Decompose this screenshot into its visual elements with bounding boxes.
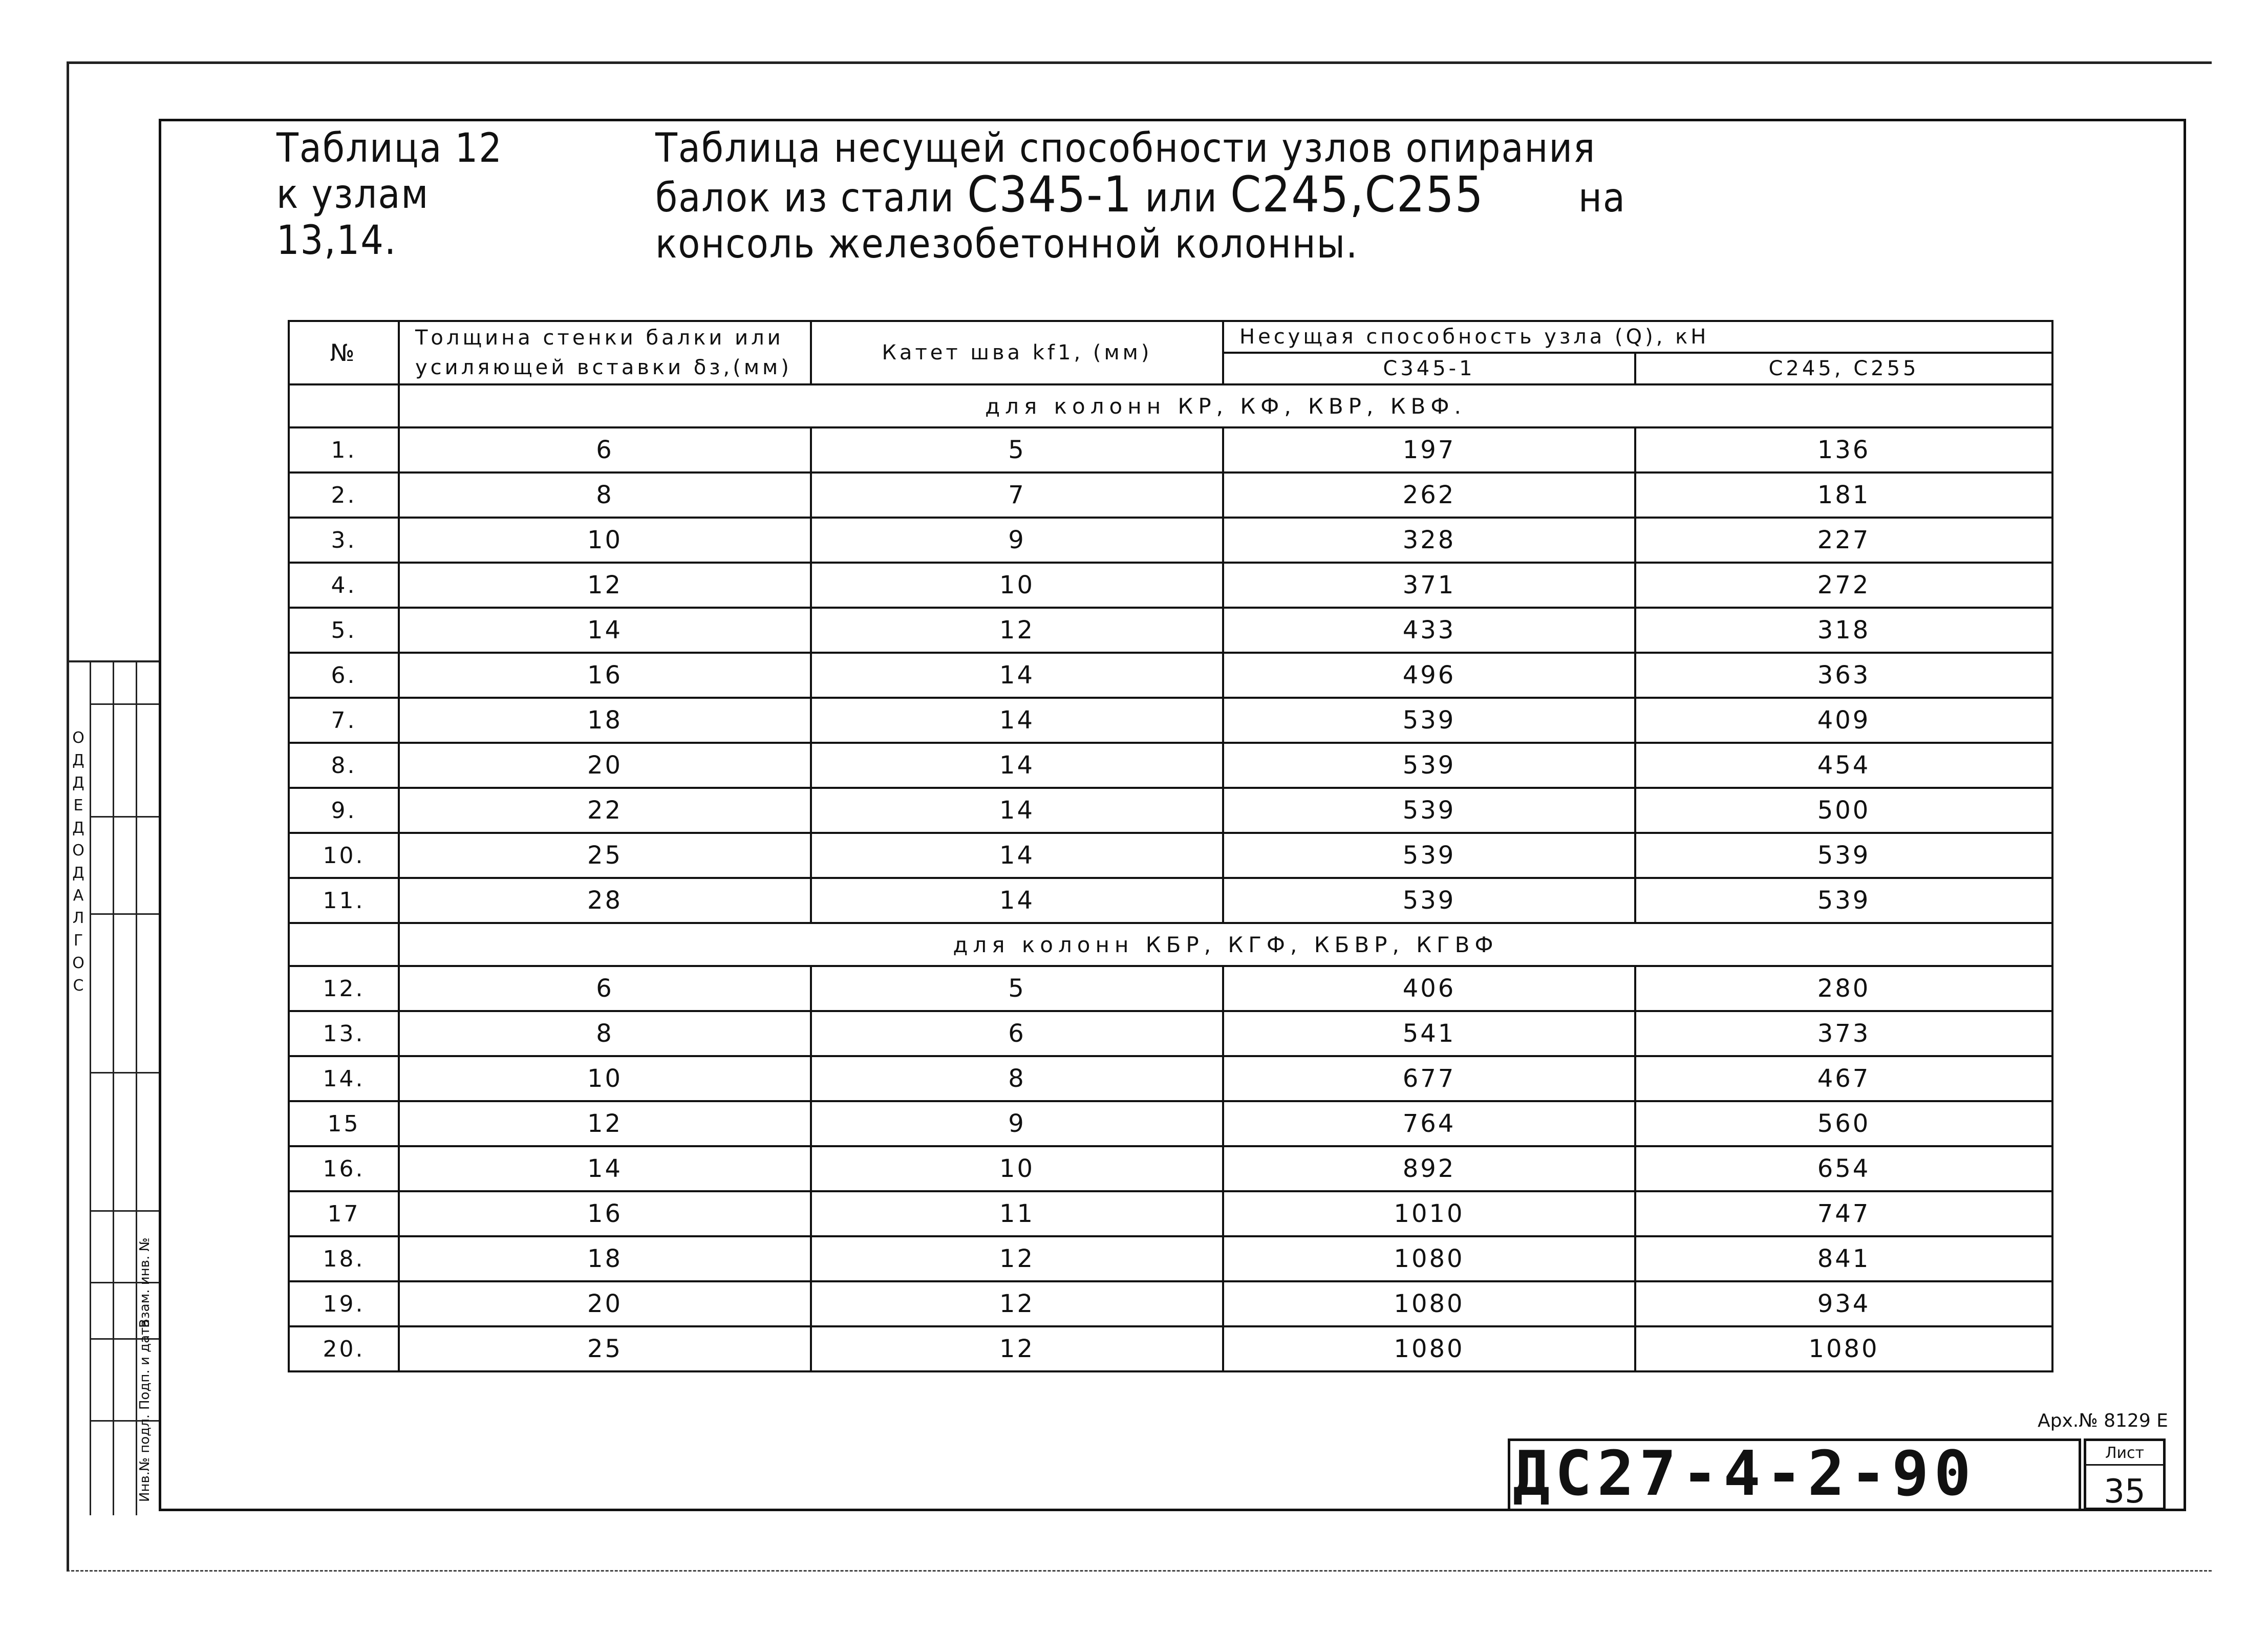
weld-cell: 14 xyxy=(811,743,1223,788)
table-row xyxy=(289,1326,2052,1371)
thickness-cell: 28 xyxy=(399,878,811,923)
thickness-cell: 14 xyxy=(399,1146,811,1191)
column-header-thickness: Толщина стенки балки или усиляющей вставки δз,(мм) xyxy=(399,321,811,384)
weld-cell: 8 xyxy=(811,1056,1223,1101)
capacity-c345-cell: 328 xyxy=(1223,518,1635,563)
row-number: 19. xyxy=(289,1281,399,1326)
thickness-cell: 16 xyxy=(399,1191,811,1236)
capacity-c245-cell: 373 xyxy=(1635,1011,2052,1056)
thickness-cell: 12 xyxy=(399,1101,811,1146)
weld-cell: 9 xyxy=(811,518,1223,563)
title-text: балок из стали xyxy=(655,175,955,221)
row-number: 8. xyxy=(289,743,399,788)
table-label: Таблица 12 xyxy=(276,125,503,171)
table-row xyxy=(289,743,2052,788)
row-number: 3. xyxy=(289,518,399,563)
stamp-divider xyxy=(90,703,159,705)
column-header-capacity: Несущая способность узла (Q), кН xyxy=(1223,321,2052,353)
capacity-c345-cell: 1080 xyxy=(1223,1281,1635,1326)
weld-cell: 5 xyxy=(811,966,1223,1011)
capacity-c245-cell: 181 xyxy=(1635,473,2052,518)
row-number: 5. xyxy=(289,608,399,653)
section-header: для колонн КР, КФ, КВР, КВФ. xyxy=(399,384,2052,427)
stamp-letter: Д xyxy=(72,819,84,837)
weld-cell: 12 xyxy=(811,1281,1223,1326)
thickness-cell: 20 xyxy=(399,1281,811,1326)
sheet-box xyxy=(2084,1438,2166,1510)
table-row xyxy=(289,1056,2052,1101)
row-number: 4. xyxy=(289,563,399,608)
capacity-c345-cell: 371 xyxy=(1223,563,1635,608)
stamp-divider xyxy=(90,816,159,818)
section-spacer xyxy=(289,923,399,966)
capacity-c345-cell: 1080 xyxy=(1223,1326,1635,1371)
stamp-field-inv: Инв.№ подл. xyxy=(137,1414,153,1502)
thickness-cell: 6 xyxy=(399,966,811,1011)
capacity-c245-cell: 500 xyxy=(1635,788,2052,833)
thickness-cell: 18 xyxy=(399,698,811,743)
table-row xyxy=(289,1101,2052,1146)
sheet-label: Лист xyxy=(2086,1444,2163,1466)
capacity-c245-cell: 280 xyxy=(1635,966,2052,1011)
weld-cell: 14 xyxy=(811,878,1223,923)
column-header-c245: С245, С255 xyxy=(1635,353,2052,384)
stamp-letter: А xyxy=(73,887,84,905)
archive-number: Арх.№ 8129 Е xyxy=(2038,1410,2168,1431)
stamp-letter: С xyxy=(73,977,84,995)
steel-grade: С245,С255 xyxy=(1230,166,1484,223)
thickness-cell: 14 xyxy=(399,608,811,653)
row-number: 1. xyxy=(289,427,399,473)
weld-cell: 9 xyxy=(811,1101,1223,1146)
table-row xyxy=(289,1191,2052,1236)
weld-cell: 12 xyxy=(811,608,1223,653)
title-text: на xyxy=(1578,175,1626,221)
capacity-c345-cell: 1080 xyxy=(1223,1236,1635,1281)
capacity-c345-cell: 539 xyxy=(1223,833,1635,878)
capacity-c245-cell: 409 xyxy=(1635,698,2052,743)
capacity-c345-cell: 539 xyxy=(1223,788,1635,833)
column-header-c345: С345-1 xyxy=(1223,353,1635,384)
stamp-letter: Д xyxy=(72,751,84,769)
row-number: 13. xyxy=(289,1011,399,1056)
capacity-c345-cell: 433 xyxy=(1223,608,1635,653)
weld-cell: 14 xyxy=(811,788,1223,833)
stamp-divider xyxy=(90,913,159,915)
row-number: 9. xyxy=(289,788,399,833)
title-line-3: консоль железобетонной колонны. xyxy=(655,221,1359,267)
capacity-c245-cell: 227 xyxy=(1635,518,2052,563)
stamp-letter: Л xyxy=(72,909,84,927)
stamp-letter: Д xyxy=(72,774,84,792)
capacity-c245-cell: 454 xyxy=(1635,743,2052,788)
table-row xyxy=(289,563,2052,608)
table-row xyxy=(289,427,2052,473)
thickness-cell: 10 xyxy=(399,518,811,563)
row-number: 20. xyxy=(289,1326,399,1371)
capacity-c345-cell: 406 xyxy=(1223,966,1635,1011)
title-line-1: Таблица несущей способности узлов опирания xyxy=(655,125,1596,171)
thickness-cell: 16 xyxy=(399,653,811,698)
row-number: 18. xyxy=(289,1236,399,1281)
capacity-c345-cell: 496 xyxy=(1223,653,1635,698)
weld-cell: 14 xyxy=(811,653,1223,698)
capacity-c245-cell: 560 xyxy=(1635,1101,2052,1146)
thickness-cell: 20 xyxy=(399,743,811,788)
table-row xyxy=(289,966,2052,1011)
table-row xyxy=(289,788,2052,833)
capacity-c245-cell: 467 xyxy=(1635,1056,2052,1101)
stamp-divider xyxy=(90,662,91,1515)
capacity-c345-cell: 539 xyxy=(1223,698,1635,743)
capacity-c345-cell: 541 xyxy=(1223,1011,1635,1056)
capacity-c345-cell: 539 xyxy=(1223,878,1635,923)
capacity-c245-cell: 363 xyxy=(1635,653,2052,698)
section-header: для колонн КБР, КГФ, КБВР, КГВФ xyxy=(399,923,2052,966)
thickness-cell: 22 xyxy=(399,788,811,833)
capacity-c245-cell: 272 xyxy=(1635,563,2052,608)
capacity-c245-cell: 841 xyxy=(1635,1236,2052,1281)
capacity-c245-cell: 136 xyxy=(1635,427,2052,473)
row-number: 12. xyxy=(289,966,399,1011)
capacity-c345-cell: 764 xyxy=(1223,1101,1635,1146)
thickness-cell: 10 xyxy=(399,1056,811,1101)
row-number: 11. xyxy=(289,878,399,923)
weld-cell: 7 xyxy=(811,473,1223,518)
table-row xyxy=(289,1011,2052,1056)
stamp-letter: Г xyxy=(73,932,83,950)
capacity-c345-cell: 539 xyxy=(1223,743,1635,788)
weld-cell: 14 xyxy=(811,698,1223,743)
table-row xyxy=(289,833,2052,878)
table-caption xyxy=(276,125,503,264)
stamp-letter: Е xyxy=(73,797,83,814)
stamp-field-replace: Взам. инв. № xyxy=(137,1237,153,1328)
row-number: 14. xyxy=(289,1056,399,1101)
weld-cell: 14 xyxy=(811,833,1223,878)
weld-cell: 11 xyxy=(811,1191,1223,1236)
table-row xyxy=(289,1146,2052,1191)
thickness-cell: 25 xyxy=(399,1326,811,1371)
thickness-cell: 18 xyxy=(399,1236,811,1281)
row-number: 17 xyxy=(289,1191,399,1236)
stamp-divider xyxy=(90,1072,159,1073)
weld-cell: 10 xyxy=(811,1146,1223,1191)
stamp-letter: О xyxy=(72,842,84,860)
thickness-cell: 25 xyxy=(399,833,811,878)
weld-cell: 12 xyxy=(811,1326,1223,1371)
section-spacer xyxy=(289,384,399,427)
row-number: 7. xyxy=(289,698,399,743)
row-number: 6. xyxy=(289,653,399,698)
table-row xyxy=(289,1281,2052,1326)
capacity-c245-cell: 747 xyxy=(1635,1191,2052,1236)
column-header-weld: Катет шва kf1, (мм) xyxy=(811,321,1223,384)
nodes-label: 13,14. xyxy=(276,218,397,264)
title-line-2 xyxy=(655,166,1626,223)
thickness-cell: 8 xyxy=(399,473,811,518)
row-number: 15 xyxy=(289,1101,399,1146)
table-row xyxy=(289,473,2052,518)
weld-cell: 6 xyxy=(811,1011,1223,1056)
thickness-cell: 6 xyxy=(399,427,811,473)
stamp-letters xyxy=(71,727,86,997)
title-text: или xyxy=(1145,175,1218,221)
thickness-cell: 12 xyxy=(399,563,811,608)
capacity-c245-cell: 539 xyxy=(1635,878,2052,923)
sheet-number: 35 xyxy=(2104,1473,2146,1511)
capacity-c345-cell: 197 xyxy=(1223,427,1635,473)
capacity-c245-cell: 1080 xyxy=(1635,1326,2052,1371)
row-number: 2. xyxy=(289,473,399,518)
to-nodes-label: к узлам xyxy=(276,171,430,218)
document-code: ДС27-4-2-90 xyxy=(1513,1438,1976,1510)
weld-cell: 10 xyxy=(811,563,1223,608)
table-row xyxy=(289,698,2052,743)
stamp-divider xyxy=(113,662,114,1515)
table-row xyxy=(289,653,2052,698)
capacity-table xyxy=(288,320,2053,1372)
stamp-divider xyxy=(90,1210,159,1212)
weld-cell: 12 xyxy=(811,1236,1223,1281)
table-row xyxy=(289,608,2052,653)
row-number: 10. xyxy=(289,833,399,878)
table-row xyxy=(289,878,2052,923)
stamp-field-sign: Подп. и дата xyxy=(137,1319,153,1410)
weld-cell: 5 xyxy=(811,427,1223,473)
capacity-c345-cell: 1010 xyxy=(1223,1191,1635,1236)
stamp-letter: О xyxy=(72,954,84,972)
table-row xyxy=(289,518,2052,563)
column-header-no: № xyxy=(289,321,399,384)
row-number: 16. xyxy=(289,1146,399,1191)
capacity-c245-cell: 654 xyxy=(1635,1146,2052,1191)
capacity-c345-cell: 677 xyxy=(1223,1056,1635,1101)
thickness-cell: 8 xyxy=(399,1011,811,1056)
capacity-c345-cell: 262 xyxy=(1223,473,1635,518)
capacity-c245-cell: 934 xyxy=(1635,1281,2052,1326)
table-title xyxy=(655,125,1626,267)
stamp-letter: Д xyxy=(72,864,84,882)
capacity-c245-cell: 318 xyxy=(1635,608,2052,653)
table-row xyxy=(289,1236,2052,1281)
capacity-c245-cell: 539 xyxy=(1635,833,2052,878)
steel-grade: С345-1 xyxy=(967,166,1133,223)
capacity-c345-cell: 892 xyxy=(1223,1146,1635,1191)
stamp-letter: О xyxy=(72,729,84,747)
